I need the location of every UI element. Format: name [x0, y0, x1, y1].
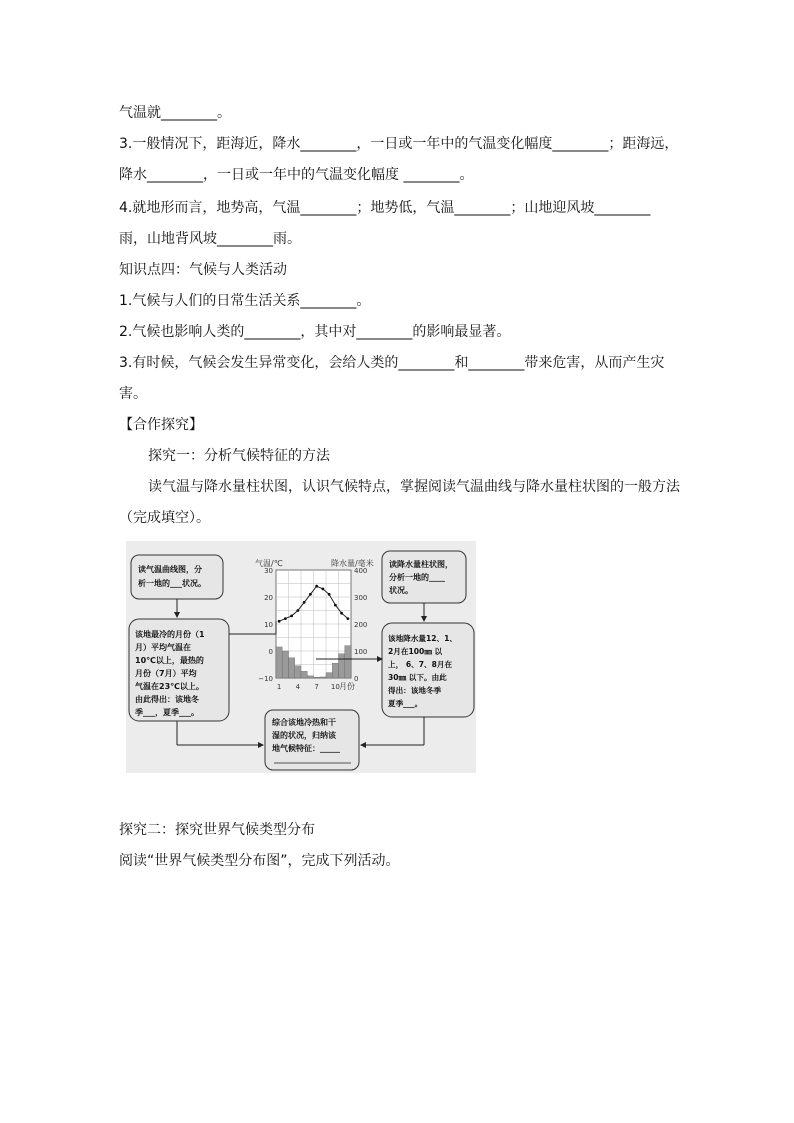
- precipitation-tick-label: 300: [354, 594, 368, 602]
- temperature-point: [284, 617, 287, 620]
- precipitation-tick-label: 0: [354, 675, 359, 683]
- line-0: 气温就________。: [119, 105, 231, 121]
- precipitation-bar: [339, 654, 345, 678]
- temperature-tick-label: 30: [264, 567, 273, 575]
- precipitation-tick-label: 100: [354, 648, 368, 656]
- line-8: 3.有时候，气候会发生异常变化，会给人类的________和________带来危害，从而产生灾: [119, 355, 665, 371]
- box-tr-text: 分析一地的____: [389, 573, 445, 582]
- box-mr-text: 上， 6、7、8月在: [388, 660, 453, 669]
- box-ml-text: 10℃以上，最热的: [135, 656, 204, 665]
- box-tr-text: 状况。: [389, 586, 413, 595]
- line-7: 2.气候也影响人类的________，其中对________的影响最显著。: [119, 324, 511, 340]
- precipitation-bar: [301, 671, 307, 678]
- box-bottom-text: 地气候特征：_____: [272, 744, 340, 753]
- temperature-point: [278, 620, 281, 623]
- temperature-point: [290, 615, 293, 618]
- temperature-point: [321, 588, 324, 591]
- box-ml-text: 该地最冷的月份（1: [135, 630, 205, 639]
- precipitation-bar: [332, 663, 338, 678]
- box-mr-text: 该地降水量12、1、: [388, 634, 458, 643]
- box-tr-text: 读降水量柱状图，: [389, 560, 453, 569]
- box-tl-text: 析一地的___状况。: [138, 579, 206, 588]
- x-axis-unit: 月份: [339, 682, 355, 691]
- inquiry-one-instruction-cont: （完成填空）。: [119, 510, 210, 526]
- temperature-tick-label: 20: [264, 594, 273, 602]
- temperature-point: [334, 604, 337, 607]
- box-ml-text: 由此得出：该地冬: [135, 695, 199, 704]
- left-axis-title: 气温/℃: [255, 559, 283, 568]
- box-ml-text: 季___，夏季___。: [135, 708, 199, 717]
- line-4: 雨，山地背风坡________雨。: [119, 231, 301, 247]
- box-mr-text: 夏季___。: [388, 699, 423, 708]
- inquiry-one-title: 探究一：分析气候特征的方法: [148, 448, 330, 464]
- line-3: 4.就地形而言，地势高，气温________；地势低，气温________；山地迎风坡________: [119, 200, 651, 216]
- box-mr-text: 得出：该地冬季: [388, 686, 442, 695]
- temperature-point: [309, 593, 312, 596]
- box-mr-text: 30㎜ 以下。由此: [388, 673, 447, 682]
- line-6: 1.气候与人们的日常生活关系________。: [119, 293, 371, 309]
- month-tick-label: 7: [314, 683, 319, 691]
- precipitation-tick-label: 400: [354, 567, 368, 575]
- box-tl-text: 读气温曲线图，分: [138, 565, 202, 574]
- inquiry-two-instruction: 阅读“世界气候类型分布图”，完成下列活动。: [119, 853, 400, 869]
- inquiry-one-instruction: 读气温与降水量柱状图，认识气候特点，掌握阅读气温曲线与降水量柱状图的一般方法: [148, 479, 680, 495]
- precipitation-bar: [282, 651, 288, 678]
- box-bottom-text: 综合该地冷热和干: [272, 718, 336, 727]
- precipitation-bar: [276, 647, 282, 678]
- box-read-temperature: [131, 555, 223, 599]
- line-1: 3.一般情况下，距海近，降水________，一日或一年中的气温变化幅度________；距海远，: [119, 136, 679, 152]
- temperature-point: [296, 609, 299, 612]
- precipitation-bar: [307, 676, 313, 678]
- temperature-point: [340, 612, 343, 615]
- climate-analysis-figure: [126, 541, 476, 773]
- precipitation-bar: [314, 677, 320, 678]
- temperature-point: [303, 601, 306, 604]
- inquiry-two-title: 探究二：探究世界气候类型分布: [119, 822, 315, 838]
- section-heading-cooperative: 【合作探究】: [119, 417, 203, 433]
- box-ml-text: 月）平均气温在: [135, 643, 191, 652]
- precipitation-bar: [295, 666, 301, 678]
- precipitation-tick-label: 200: [354, 621, 368, 629]
- temperature-point: [328, 593, 331, 596]
- temperature-tick-label: 0: [268, 648, 273, 656]
- temperature-point: [315, 585, 318, 588]
- month-tick-label: 1: [276, 683, 282, 691]
- box-ml-text: 气温在23℃以上。: [135, 682, 204, 691]
- line-9: 害。: [119, 386, 147, 402]
- box-ml-text: 月份（7月）平均: [135, 669, 197, 678]
- precipitation-bar: [345, 646, 351, 678]
- precipitation-bar: [320, 677, 326, 678]
- box-bottom-text: 湿的状况，归纳该: [272, 731, 336, 740]
- temperature-point: [346, 617, 349, 620]
- line-2: 降水________，一日或一年中的气温变化幅度 ________。: [119, 167, 474, 183]
- month-tick-label: 10: [330, 683, 340, 691]
- precipitation-bar: [326, 673, 332, 678]
- precipitation-bar: [289, 658, 295, 678]
- box-mr-text: 2月在100㎜ 以: [388, 647, 443, 656]
- month-tick-label: 4: [295, 683, 301, 691]
- right-axis-title: 降水量/毫米: [331, 559, 374, 568]
- temperature-tick-label: −10: [258, 675, 273, 683]
- section-heading: 知识点四：气候与人类活动: [119, 262, 287, 278]
- temperature-tick-label: 10: [264, 621, 273, 629]
